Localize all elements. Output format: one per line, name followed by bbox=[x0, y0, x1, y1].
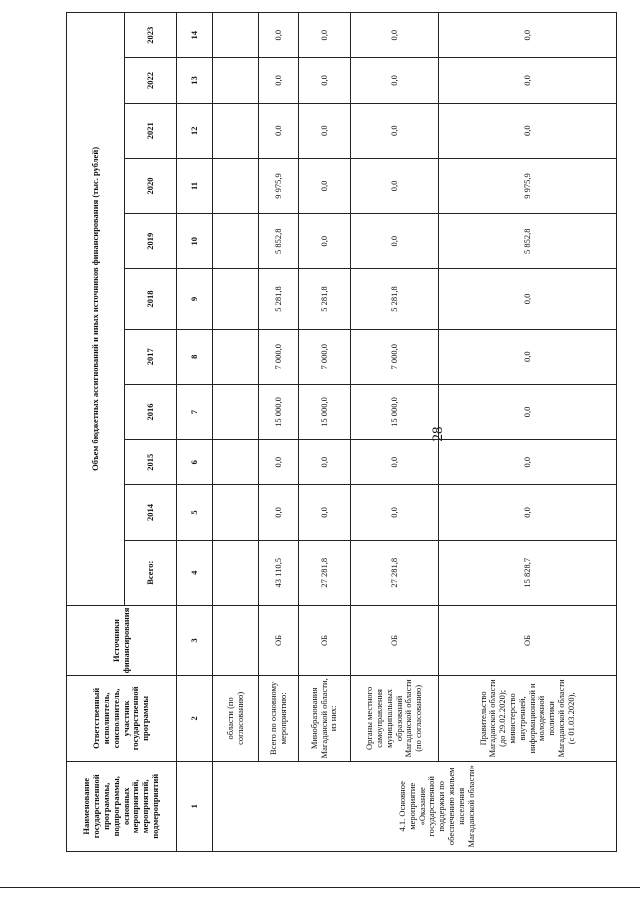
value-cell: 0,0 bbox=[299, 158, 351, 213]
total-cell bbox=[213, 540, 259, 605]
value-cell: 5 852,8 bbox=[259, 214, 299, 269]
value-cell: 5 281,8 bbox=[299, 269, 351, 329]
value-cell: 0,0 bbox=[351, 103, 439, 158]
index-cell: 10 bbox=[177, 214, 213, 269]
value-cell: 0,0 bbox=[351, 13, 439, 58]
value-cell: 0,0 bbox=[259, 103, 299, 158]
value-cell: 0,0 bbox=[299, 485, 351, 540]
value-cell: 5 281,8 bbox=[259, 269, 299, 329]
value-cell bbox=[213, 13, 259, 58]
source-cell: ОБ bbox=[439, 605, 617, 675]
index-cell: 3 bbox=[177, 605, 213, 675]
value-cell: 0,0 bbox=[351, 485, 439, 540]
executor-cell: Правительство Магаданской области (до 29.02.2020); министерство внутренней, информационной и молодежной политики Магаданской области (с 01.03.2020), bbox=[439, 676, 617, 761]
value-cell bbox=[213, 485, 259, 540]
header-year: 2020 bbox=[125, 158, 177, 213]
index-cell: 2 bbox=[177, 676, 213, 761]
value-cell: 5 852,8 bbox=[439, 214, 617, 269]
value-cell bbox=[213, 214, 259, 269]
value-cell bbox=[213, 440, 259, 485]
index-cell: 9 bbox=[177, 269, 213, 329]
value-cell: 0,0 bbox=[299, 214, 351, 269]
index-cell: 14 bbox=[177, 13, 213, 58]
header-year: 2018 bbox=[125, 269, 177, 329]
name-cell-empty bbox=[213, 761, 259, 851]
value-cell bbox=[213, 158, 259, 213]
value-cell: 15 000,0 bbox=[259, 384, 299, 439]
rotated-budget-table bbox=[66, 12, 616, 852]
total-cell: 27 281,8 bbox=[351, 540, 439, 605]
header-source: Источники финансирования bbox=[67, 605, 177, 675]
source-cell: ОБ bbox=[259, 605, 299, 675]
value-cell: 9 975,9 bbox=[439, 158, 617, 213]
value-cell: 0,0 bbox=[439, 269, 617, 329]
value-cell: 7 000,0 bbox=[259, 329, 299, 384]
header-year: 2022 bbox=[125, 58, 177, 103]
index-cell: 7 bbox=[177, 384, 213, 439]
executor-cell: Минобразования Магаданской области, из них: bbox=[299, 676, 351, 761]
index-row bbox=[177, 13, 213, 852]
value-cell: 0,0 bbox=[259, 58, 299, 103]
header-name: Наименование государственной программы, подпрограммы, основных мероприятий, мероприятий, подмероприятий bbox=[67, 761, 177, 851]
index-cell: 1 bbox=[177, 761, 213, 851]
source-cell bbox=[213, 605, 259, 675]
header-year: 2014 bbox=[125, 485, 177, 540]
index-cell: 13 bbox=[177, 58, 213, 103]
index-cell: 5 bbox=[177, 485, 213, 540]
value-cell: 0,0 bbox=[259, 13, 299, 58]
header-executor: Ответственный исполнитель, соисполнитель, участник государственной программы bbox=[67, 676, 177, 761]
value-cell: 0,0 bbox=[439, 384, 617, 439]
total-cell: 15 828,7 bbox=[439, 540, 617, 605]
value-cell: 7 000,0 bbox=[299, 329, 351, 384]
measure-name-cell: 4.1. Основное мероприятие «Оказание государственной поддержки по обеспечению жильем населения Магаданской области» bbox=[259, 761, 617, 851]
header-year: 2016 bbox=[125, 384, 177, 439]
table-row bbox=[299, 13, 351, 852]
value-cell bbox=[213, 329, 259, 384]
header-total: Всего: bbox=[125, 540, 177, 605]
value-cell: 15 000,0 bbox=[351, 384, 439, 439]
value-cell: 5 281,8 bbox=[351, 269, 439, 329]
index-cell: 4 bbox=[177, 540, 213, 605]
value-cell bbox=[213, 384, 259, 439]
executor-cell: Всего по основному мероприятию: bbox=[259, 676, 299, 761]
page-number: 28 bbox=[430, 426, 446, 442]
budget-table bbox=[66, 12, 617, 852]
index-cell: 8 bbox=[177, 329, 213, 384]
index-cell: 11 bbox=[177, 158, 213, 213]
value-cell: 0,0 bbox=[351, 214, 439, 269]
value-cell bbox=[213, 269, 259, 329]
value-cell: 0,0 bbox=[259, 440, 299, 485]
value-cell: 0,0 bbox=[439, 58, 617, 103]
value-cell: 0,0 bbox=[439, 103, 617, 158]
table-row bbox=[259, 13, 299, 852]
total-cell: 43 110,5 bbox=[259, 540, 299, 605]
header-year: 2015 bbox=[125, 440, 177, 485]
executor-cell: Органы местного самоуправления муниципальных образований Магаданской области (по согласованию) bbox=[351, 676, 439, 761]
source-cell: ОБ bbox=[351, 605, 439, 675]
value-cell: 0,0 bbox=[439, 329, 617, 384]
value-cell: 0,0 bbox=[351, 158, 439, 213]
value-cell: 0,0 bbox=[439, 440, 617, 485]
header-funding-group: Объем бюджетных ассигнований и иных источников финансирования (тыс. рублей) bbox=[67, 13, 125, 606]
index-cell: 6 bbox=[177, 440, 213, 485]
value-cell: 0,0 bbox=[439, 485, 617, 540]
value-cell: 9 975,9 bbox=[259, 158, 299, 213]
value-cell bbox=[213, 58, 259, 103]
executor-cell: области (по согласованию) bbox=[213, 676, 259, 761]
header-year: 2023 bbox=[125, 13, 177, 58]
header-year: 2019 bbox=[125, 214, 177, 269]
value-cell: 7 000,0 bbox=[351, 329, 439, 384]
value-cell: 0,0 bbox=[439, 13, 617, 58]
value-cell: 15 000,0 bbox=[299, 384, 351, 439]
value-cell: 0,0 bbox=[299, 58, 351, 103]
value-cell: 0,0 bbox=[351, 440, 439, 485]
value-cell: 0,0 bbox=[299, 103, 351, 158]
header-year: 2017 bbox=[125, 329, 177, 384]
table-row bbox=[351, 13, 439, 852]
value-cell: 0,0 bbox=[299, 440, 351, 485]
value-cell: 0,0 bbox=[259, 485, 299, 540]
total-cell: 27 281,8 bbox=[299, 540, 351, 605]
value-cell: 0,0 bbox=[299, 13, 351, 58]
table-row bbox=[213, 13, 259, 852]
value-cell: 0,0 bbox=[351, 58, 439, 103]
source-cell: ОБ bbox=[299, 605, 351, 675]
index-cell: 12 bbox=[177, 103, 213, 158]
header-year: 2021 bbox=[125, 103, 177, 158]
value-cell bbox=[213, 103, 259, 158]
page-bottom-rule bbox=[0, 887, 640, 888]
table-row bbox=[439, 13, 617, 852]
